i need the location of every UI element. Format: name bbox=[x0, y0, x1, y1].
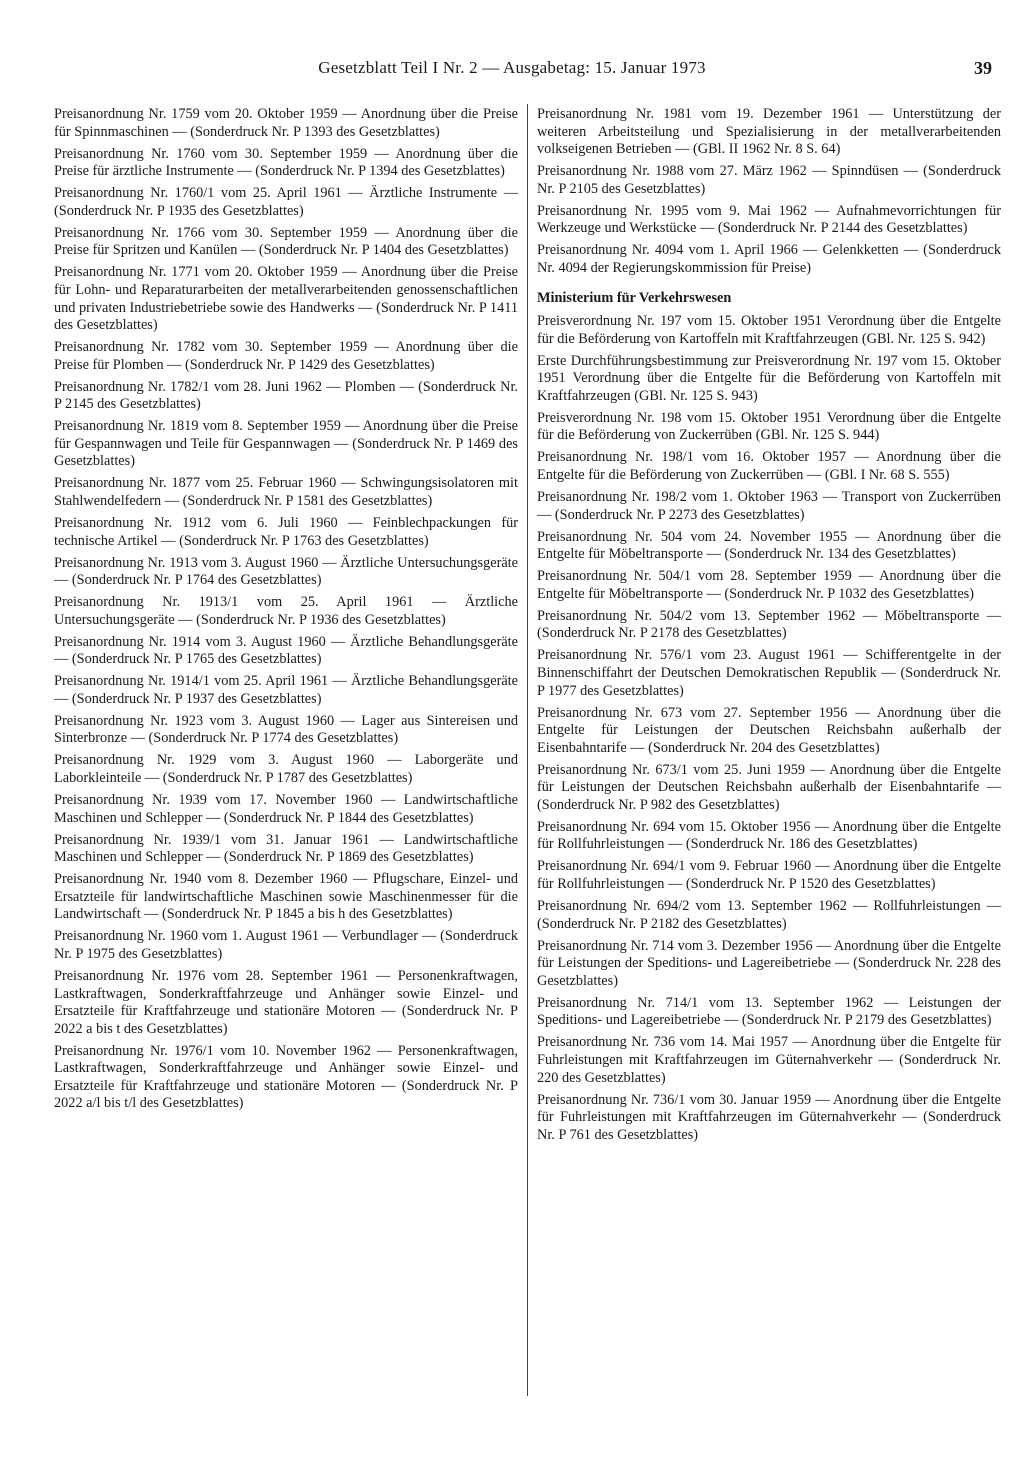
entry-paragraph: Preisanordnung Nr. 673/1 vom 25. Juni 1959 — Anordnung über die Entgelte für Leistungen der Deutschen Reichsbahn außerhalb der Eisenbahntarife — (Sonderdruck Nr. P 982 des Gesetzblattes) bbox=[537, 761, 1001, 813]
left-column bbox=[54, 106, 518, 1117]
entry-paragraph: Preisanordnung Nr. 1914/1 vom 25. April 1961 — Ärztliche Behandlungsgeräte — (Sonderdruck Nr. P 1937 des Gesetzblattes) bbox=[54, 673, 518, 707]
entry-paragraph: Preisanordnung Nr. 1912 vom 6. Juli 1960 — Feinblechpackungen für technische Artikel — (Sonderdruck Nr. P 1763 des Gesetzblattes) bbox=[54, 514, 518, 549]
entry-paragraph: Preisanordnung Nr. 1913/1 vom 25. April 1961 — Ärztliche Untersuchungsgeräte — (Sonderdruck Nr. P 1936 des Gesetzblattes) bbox=[54, 594, 518, 628]
entry-paragraph: Preisanordnung Nr. 504/1 vom 28. September 1959 — Anordnung über die Entgelte für Möbeltransporte — (Sonderdruck Nr. P 1032 des Gesetzblattes) bbox=[537, 568, 1001, 602]
entry-paragraph: Preisanordnung Nr. 1988 vom 27. März 1962 — Spinndüsen — (Sonderdruck Nr. P 2105 des Gesetzblattes) bbox=[537, 163, 1001, 197]
entry-paragraph: Preisanordnung Nr. 1760/1 vom 25. April 1961 — Ärztliche Instrumente — (Sonderdruck Nr. P 1935 des Gesetzblattes) bbox=[54, 185, 518, 219]
entry-paragraph: Preisanordnung Nr. 694/1 vom 9. Februar 1960 — Anordnung über die Entgelte für Rollfuhrleistungen — (Sonderdruck Nr. P 1520 des Gesetzblattes) bbox=[537, 858, 1001, 893]
entry-paragraph: Erste Durchführungsbestimmung zur Preisverordnung Nr. 197 vom 15. Oktober 1951 Verordnung über die Entgelte für die Beförderung von Kartoffeln mit Kraftfahrzeugen (GBl. Nr. 125 S. 943) bbox=[537, 352, 1001, 404]
entry-paragraph: Preisanordnung Nr. 198/1 vom 16. Oktober 1957 — Anordnung über die Entgelte für die Beförderung von Zuckerrüben — (GBl. I Nr. 68 S. 555) bbox=[537, 449, 1001, 484]
entry-paragraph: Preisanordnung Nr. 1760 vom 30. September 1959 — Anordnung über die Preise für ärztliche Instrumente — (Sonderdruck Nr. P 1394 des Gesetzblattes) bbox=[54, 145, 518, 180]
header-title: Gesetzblatt Teil I Nr. 2 — Ausgabetag: 15. Januar 1973 bbox=[318, 58, 706, 77]
right-column bbox=[537, 106, 1001, 1149]
entry-paragraph: Preisanordnung Nr. 673 vom 27. September 1956 — Anordnung über die Entgelte für Leistungen der Deutschen Reichsbahn außerhalb der Eisenbahntarife — (Sonderdruck Nr. 204 des Gesetzblattes) bbox=[537, 704, 1001, 756]
entry-paragraph: Preisanordnung Nr. 4094 vom 1. April 1966 — Gelenkketten — (Sonderdruck Nr. 4094 der Regierungskommission für Preise) bbox=[537, 242, 1001, 276]
entry-paragraph: Preisanordnung Nr. 1976 vom 28. September 1961 — Personenkraftwagen, Lastkraftwagen, Sonderkraftfahrzeuge und Anhänger sowie Einzel- und Ersatzteile für Kraftfahrzeuge und stationäre Motoren — (Sonderdruck Nr. P 2022 a bis t des Gesetzblattes) bbox=[54, 967, 518, 1037]
entry-paragraph: Preisanordnung Nr. 504 vom 24. November 1955 — Anordnung über die Entgelte für Möbeltransporte — (Sonderdruck Nr. 134 des Gesetzblattes) bbox=[537, 528, 1001, 563]
entry-paragraph: Preisanordnung Nr. 1914 vom 3. August 1960 — Ärztliche Behandlungsgeräte — (Sonderdruck Nr. P 1765 des Gesetzblattes) bbox=[54, 633, 518, 668]
entry-paragraph: Preisanordnung Nr. 736/1 vom 30. Januar 1959 — Anordnung über die Entgelte für Fuhrleistungen mit Kraftfahrzeugen im Güternahverkehr — (Sonderdruck Nr. P 761 des Gesetzblattes) bbox=[537, 1091, 1001, 1143]
entry-paragraph: Preisanordnung Nr. 504/2 vom 13. September 1962 — Möbeltransporte — (Sonderdruck Nr. P 2178 des Gesetzblattes) bbox=[537, 607, 1001, 642]
entry-paragraph: Preisanordnung Nr. 1819 vom 8. September 1959 — Anordnung über die Preise für Gespannwagen und Teile für Gespannwagen — (Sonderdruck Nr. P 1469 des Gesetzblattes) bbox=[54, 418, 518, 470]
column-divider bbox=[527, 104, 528, 1396]
entry-paragraph: Preisanordnung Nr. 576/1 vom 23. August 1961 — Schifferentgelte in der Binnenschiffahrt der Deutschen Demokratischen Republik — (Sonderdruck Nr. P 1977 des Gesetzblattes) bbox=[537, 647, 1001, 699]
entry-paragraph: Preisanordnung Nr. 1939 vom 17. November 1960 — Landwirtschaftliche Maschinen und Schlepper — (Sonderdruck Nr. P 1844 des Gesetzblattes) bbox=[54, 792, 518, 826]
entry-paragraph: Preisverordnung Nr. 197 vom 15. Oktober 1951 Verordnung über die Entgelte für die Beförderung von Kartoffeln mit Kraftfahrzeugen (GBl. Nr. 125 S. 942) bbox=[537, 313, 1001, 347]
right-column-bottom-entries bbox=[537, 313, 1001, 1144]
entry-paragraph: Preisanordnung Nr. 1929 vom 3. August 1960 — Laborgeräte und Laborkleinteile — (Sonderdruck Nr. P 1787 des Gesetzblattes) bbox=[54, 752, 518, 787]
page-header bbox=[0, 58, 1024, 84]
entry-paragraph: Preisanordnung Nr. 736 vom 14. Mai 1957 — Anordnung über die Entgelte für Fuhrleistungen mit Kraftfahrzeugen im Güternahverkehr — (Sonderdruck Nr. 220 des Gesetzblattes) bbox=[537, 1034, 1001, 1086]
entry-paragraph: Preisanordnung Nr. 694 vom 15. Oktober 1956 — Anordnung über die Entgelte für Rollfuhrleistungen — (Sonderdruck Nr. 186 des Gesetzblattes) bbox=[537, 818, 1001, 853]
entry-paragraph: Preisanordnung Nr. 714/1 vom 13. September 1962 — Leistungen der Speditions- und Lagereibetriebe — (Sonderdruck Nr. P 2179 des Gesetzblattes) bbox=[537, 994, 1001, 1029]
entry-paragraph: Preisanordnung Nr. 1877 vom 25. Februar 1960 — Schwingungsisolatoren mit Stahlwendelfedern — (Sonderdruck Nr. P 1581 des Gesetzblattes) bbox=[54, 475, 518, 509]
page-number: 39 bbox=[974, 58, 992, 78]
entry-paragraph: Preisanordnung Nr. 1766 vom 30. September 1959 — Anordnung über die Preise für Spritzen und Kanülen — (Sonderdruck Nr. P 1404 des Gesetzblattes) bbox=[54, 224, 518, 259]
entry-paragraph: Preisanordnung Nr. 1981 vom 19. Dezember 1961 — Unterstützung der weiteren Arbeitsteilung und Spezialisierung in der metallverarbeitenden volkseigenen Betrieben — (GBl. II 1962 Nr. 8 S. 64) bbox=[537, 106, 1001, 158]
entry-paragraph: Preisanordnung Nr. 1782 vom 30. September 1959 — Anordnung über die Preise für Plomben — (Sonderdruck Nr. P 1429 des Gesetzblattes) bbox=[54, 339, 518, 373]
entry-paragraph: Preisanordnung Nr. 1976/1 vom 10. November 1962 — Personenkraftwagen, Lastkraftwagen, Sonderkraftfahrzeuge und Anhänger sowie Einzel- und Ersatzteile für Kraftfahrzeuge und stationäre Motoren — (Sonderdruck Nr. P 2022 a/l bis t/l des Gesetzblattes) bbox=[54, 1042, 518, 1112]
entry-paragraph: Preisanordnung Nr. 1960 vom 1. August 1961 — Verbundlager — (Sonderdruck Nr. P 1975 des Gesetzblattes) bbox=[54, 928, 518, 962]
entry-paragraph: Preisanordnung Nr. 1782/1 vom 28. Juni 1962 — Plomben — (Sonderdruck Nr. P 2145 des Gesetzblattes) bbox=[54, 378, 518, 413]
entry-paragraph: Preisanordnung Nr. 1940 vom 8. Dezember 1960 — Pflugschare, Einzel- und Ersatzteile für landwirtschaftliche Maschinen sowie Maschinenmesser für die Landwirtschaft — (Sonderdruck Nr. P 1845 a bis h des Gesetzblattes) bbox=[54, 871, 518, 923]
entry-paragraph: Preisanordnung Nr. 1771 vom 20. Oktober 1959 — Anordnung über die Preise für Lohn- und Reparaturarbeiten der metallverarbeitenden genossenschaftlichen und privaten Industriebetriebe sowie des Handwerks — (Sonderdruck Nr. P 1411 des Gesetzblattes) bbox=[54, 264, 518, 334]
entry-paragraph: Preisverordnung Nr. 198 vom 15. Oktober 1951 Verordnung über die Entgelte für die Beförderung von Zuckerrüben (GBl. Nr. 125 S. 944) bbox=[537, 409, 1001, 444]
entry-paragraph: Preisanordnung Nr. 1923 vom 3. August 1960 — Lager aus Sintereisen und Sinterbronze — (Sonderdruck Nr. P 1774 des Gesetzblattes) bbox=[54, 712, 518, 747]
entry-paragraph: Preisanordnung Nr. 1995 vom 9. Mai 1962 — Aufnahmevorrichtungen für Werkzeuge und Werkstücke — (Sonderdruck Nr. P 2144 des Gesetzblattes) bbox=[537, 202, 1001, 237]
entry-paragraph: Preisanordnung Nr. 198/2 vom 1. Oktober 1963 — Transport von Zuckerrüben — (Sonderdruck Nr. P 2273 des Gesetzblattes) bbox=[537, 489, 1001, 523]
right-column-top-entries bbox=[537, 106, 1001, 278]
entry-paragraph: Preisanordnung Nr. 1759 vom 20. Oktober 1959 — Anordnung über die Preise für Spinnmaschinen — (Sonderdruck Nr. P 1393 des Gesetzblattes) bbox=[54, 106, 518, 140]
entry-paragraph: Preisanordnung Nr. 1939/1 vom 31. Januar 1961 — Landwirtschaftliche Maschinen und Schlepper — (Sonderdruck Nr. P 1869 des Gesetzblattes) bbox=[54, 831, 518, 866]
entry-paragraph: Preisanordnung Nr. 694/2 vom 13. September 1962 — Rollfuhrleistungen — (Sonderdruck Nr. P 2182 des Gesetzblattes) bbox=[537, 898, 1001, 932]
entry-paragraph: Preisanordnung Nr. 1913 vom 3. August 1960 — Ärztliche Untersuchungsgeräte — (Sonderdruck Nr. P 1764 des Gesetzblattes) bbox=[54, 554, 518, 589]
entry-paragraph: Preisanordnung Nr. 714 vom 3. Dezember 1956 — Anordnung über die Entgelte für Leistungen der Speditions- und Lagereibetriebe — (Sonderdruck Nr. 228 des Gesetzblattes) bbox=[537, 937, 1001, 989]
section-heading: Ministerium für Verkehrswesen bbox=[537, 289, 732, 306]
